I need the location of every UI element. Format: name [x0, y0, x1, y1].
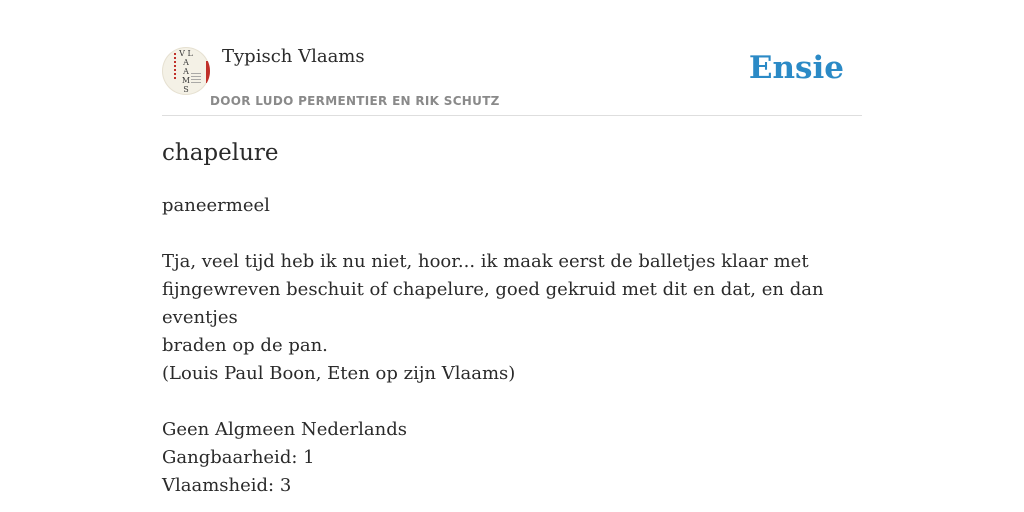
gangbaarheid-rating: Gangbaarheid: 1 — [162, 447, 315, 468]
definition: paneermeel — [162, 195, 270, 216]
entry-title: chapelure — [162, 140, 279, 166]
header — [162, 0, 862, 116]
quote-line: fijngewreven beschuit of chapelure, goed gekruid met dit en dat, en dan eventjes — [162, 279, 824, 328]
brand-logo-link[interactable]: Ensie — [748, 50, 844, 86]
red-dots-decoration — [174, 53, 176, 79]
text-lines-decoration — [191, 73, 201, 83]
book-cover-letters: V L A A M S — [179, 49, 193, 94]
red-edge-decoration — [206, 61, 210, 83]
spacer — [162, 388, 862, 416]
book-cover-icon[interactable] — [162, 47, 210, 95]
quote-line: braden op de pan. — [162, 335, 328, 356]
site-title[interactable]: Typisch Vlaams — [222, 46, 365, 67]
quote-source: (Louis Paul Boon, Eten op zijn Vlaams) — [162, 363, 516, 384]
language-status: Geen Algmeen Nederlands — [162, 419, 407, 440]
quote-line: Tja, veel tijd heb ik nu niet, hoor... ik maak eerst de balletjes klaar met — [162, 251, 809, 272]
entry-content — [162, 192, 862, 500]
byline: DOOR LUDO PERMENTIER EN RIK SCHUTZ — [210, 94, 500, 108]
vlaamsheid-rating: Vlaamsheid: 3 — [162, 475, 292, 496]
spacer — [162, 220, 862, 248]
page — [162, 0, 862, 512]
